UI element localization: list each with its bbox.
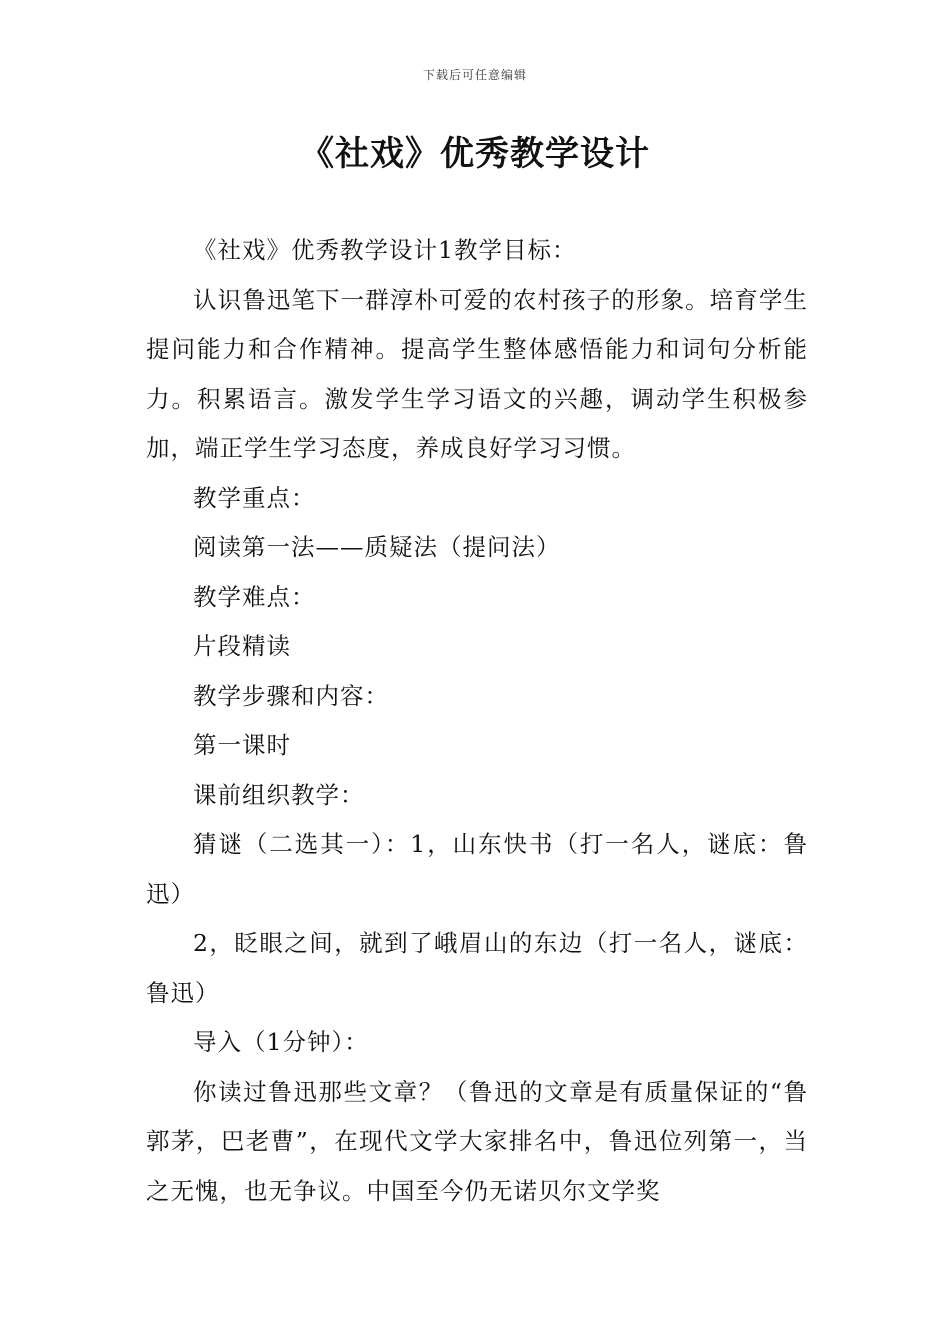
- paragraph-key-points-heading: 教学重点：: [193, 483, 316, 512]
- paragraph-intro: 《社戏》优秀教学设计1教学目标：: [193, 236, 577, 264]
- header-note: 下载后可任意编辑: [422, 68, 527, 82]
- paragraph-pre-class: 课前组织教学：: [193, 780, 365, 809]
- paragraph-difficulty: 片段精读: [193, 632, 291, 660]
- paragraph-introduction: 你读过鲁迅那些文章？（鲁迅的文章是有质量保证的“鲁郭茅，巴老曹”，在现代文学大家排名中，鲁迅位列第一，当之无愧，也无争议。中国至今仍无诺贝尔文学奖: [146, 1077, 808, 1205]
- paragraph-riddle-2: 2，眨眼之间，就到了峨眉山的东边（打一名人，谜底：鲁迅）: [146, 929, 808, 1007]
- paragraph-difficulty-heading: 教学难点：: [193, 582, 316, 611]
- paragraph-key-points: 阅读第一法——质疑法（提问法）: [193, 533, 561, 561]
- paragraph-first-lesson: 第一课时: [193, 731, 291, 759]
- paragraph-objectives: 认识鲁迅笔下一群淳朴可爱的农村孩子的形象。培育学生提问能力和合作精神。提高学生整体感悟能力和词句分析能力。积累语言。激发学生学习语文的兴趣，调动学生积极参加，端正学生学习态度，养成良好学习习惯。: [146, 285, 808, 462]
- paragraph-riddle-1: 猜谜（二选其一）：1，山东快书（打一名人，谜底：鲁迅）: [146, 830, 808, 908]
- document-body: [146, 226, 808, 1216]
- document-title: 《社戏》优秀教学设计: [300, 134, 650, 174]
- paragraph-introduction-heading: 导入（1分钟）：: [193, 1028, 369, 1056]
- paragraph-steps-heading: 教学步骤和内容：: [193, 681, 389, 710]
